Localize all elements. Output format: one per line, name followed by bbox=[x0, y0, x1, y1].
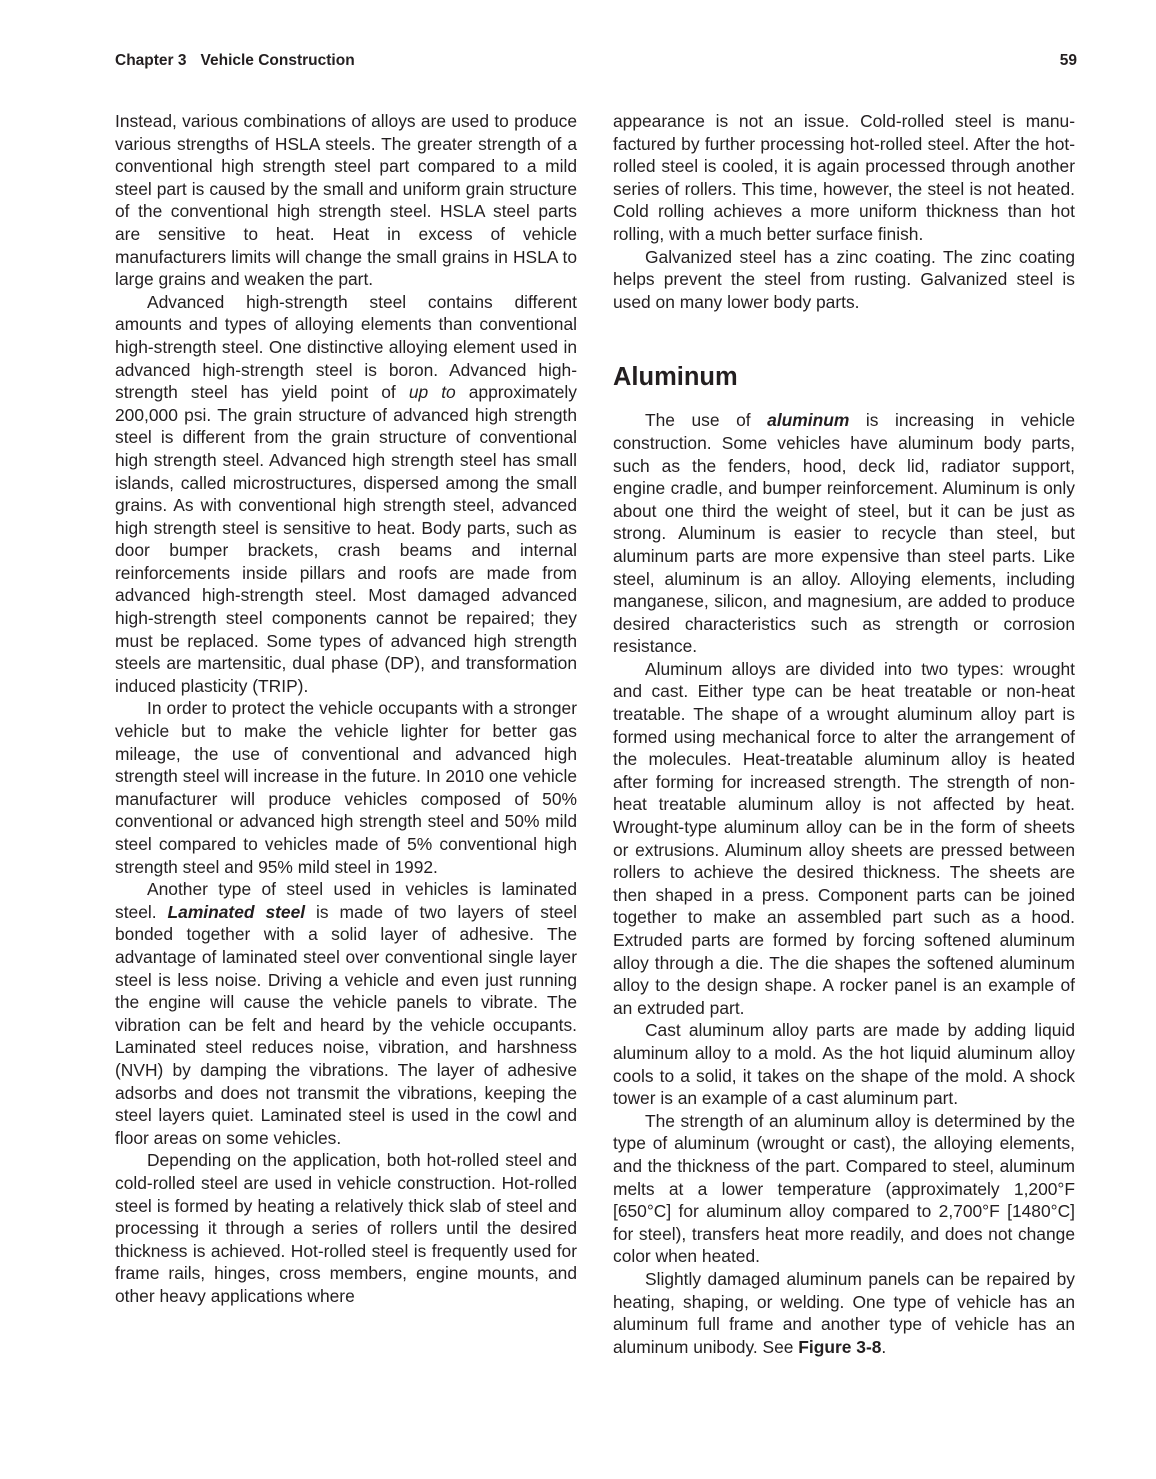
left-column bbox=[115, 110, 577, 1307]
text-run: Galvanized steel has a zinc coating. The zinc coating helps prevent the steel from rusting. Galvanized steel is used on many lower body parts. bbox=[613, 246, 1075, 312]
chapter-title: Vehicle Construction bbox=[200, 52, 355, 69]
text-run: The use of bbox=[645, 410, 768, 431]
text-run: Depending on the application, both hot-rolled steel and cold-rolled steel are used in vehicle construction. Hot-rolled steel is formed by heating a relatively thick slab of steel and processing it through a series of rollers until the desired thickness is achieved. Hot-rolled steel is frequently used for frame rails, hinges, cross members, engine mounts, and other heavy applications where bbox=[115, 1150, 577, 1306]
emphasized-term: up to bbox=[408, 382, 456, 403]
paragraph bbox=[613, 1019, 1075, 1109]
text-run: The strength of an aluminum alloy is determined by the type of aluminum (wrought or cast), the alloying elements, and the thickness of the part. Compared to steel, aluminum melts at a lower temperature (approximately 1,200°F [650°C] for aluminum alloy compared to 2,700°F [1480°C] for steel), transfers heat more readily, and does not change color when heated. bbox=[613, 1110, 1075, 1267]
chapter-heading bbox=[115, 52, 355, 70]
text-run: Cast aluminum alloy parts are made by adding liquid aluminum alloy to a mold. As the hot liquid aluminum alloy cools to a solid, it takes on the shape of the mold. A shock tower is an example of a cast aluminum part. bbox=[613, 1020, 1075, 1109]
left-column-body bbox=[115, 110, 577, 1307]
text-run: is made of two layers of steel bonded together with a solid layer of adhesive. The advantage of laminated steel over conventional single layer steel is less noise. Driving a vehicle and even just running the engine will cause the vehicle panels to vibrate. The vibration can be felt and heard by the vehicle occupants. Laminated steel reduces noise, vibration, and harshness (NVH) by damping the vibrations. The layer of adhesive adsorbs and does not transmit the vibrations, keeping the steel layers quiet. Laminated steel is used in the cowl and floor areas on some vehicles. bbox=[115, 901, 577, 1148]
emphasized-term: aluminum bbox=[767, 410, 850, 431]
running-header bbox=[115, 52, 1077, 74]
paragraph bbox=[115, 291, 577, 698]
paragraph bbox=[115, 878, 577, 1149]
text-run: is increasing in vehicle construction. Some vehicles have aluminum body parts, such as the fenders, hood, deck lid, radiator support, engine cradle, and bumper reinforcement. Aluminum is only about one third the weight of steel, but it can be just as strong. Aluminum is easier to recycle than steel, but aluminum parts are more expensive than steel parts. Like steel, aluminum is an alloy. Alloying elements, including manganese, silicon, and magnesium, are added to produce desired characteristics such as strength or corrosion resistance. bbox=[613, 410, 1075, 657]
paragraph bbox=[613, 409, 1075, 658]
figure-reference: Figure 3-8 bbox=[798, 1336, 882, 1357]
text-run: approximately 200,000 psi. The grain structure of advanced high strength steel is different from the grain structure of conventional high strength steel. Advanced high strength steel has small islands, called microstructures, dispersed among the small grains. As with conventional high strength steel, advanced high strength steel is sensitive to heat. Body parts, such as door bumper brackets, crash beams and internal reinforcements inside pillars and roofs are made from advanced high-strength steel. Most damaged advanced high-strength steel components cannot be repaired; they must be replaced. Some types of advanced high strength steels are martensitic, dual phase (DP), and transformation induced plasticity (TRIP). bbox=[115, 382, 577, 696]
text-run: Another type of steel used in vehicles is laminated steel. bbox=[115, 879, 577, 922]
text-run: Aluminum alloys are divided into two types: wrought and cast. Either type can be heat treatable or non-heat treatable. The shape of a wrought aluminum alloy part is formed using mechanical force to alter the arrangement of the molecules. Heat-treatable aluminum alloy is heated after forming for increased strength. The strength of non-heat treatable aluminum alloy is not affected by heat. Wrought-type aluminum alloy can be in the form of sheets or extrusions. Aluminum alloy sheets are pressed between rollers to achieve the desired thickness. The sheets are then shaped in a press. Component parts can be joined together to make an assembled part such as a hood. Extruded parts are formed by forcing softened aluminum alloy through a die. The die shapes the softened aluminum alloy to the design shape. A rocker panel is an example of an extruded part. bbox=[613, 658, 1075, 1018]
text-run: Instead, various combinations of alloys are used to produce various strengths of HSLA steels. The greater strength of a conventional high strength steel part compared to a mild steel part is caused by the small and uniform grain structure of the conventional high strength steel. HSLA steel parts are sensitive to heat. Heat in excess of vehicle manufacturers limits will change the small grains in HSLA to large grains and weaken the part. bbox=[115, 111, 577, 290]
text-run: Advanced high-strength steel contains different amounts and types of alloying elements than conventional high-strength steel. One distinctive alloying element used in advanced high-strength steel is boron. Advanced high-strength steel has yield point of bbox=[115, 291, 577, 403]
paragraph bbox=[613, 110, 1075, 246]
paragraph bbox=[115, 1149, 577, 1307]
right-column-body-bottom bbox=[613, 409, 1075, 1358]
paragraph bbox=[613, 246, 1075, 314]
text-run: In order to protect the vehicle occupants with a stronger vehicle but to make the vehicle lighter for better gas mileage, the use of conventional and advanced high strength steel will increase in the future. In 2010 one vehicle manufacturer will produce vehicles composed of 50% conventional or advanced high strength steel and 50% mild steel compared to vehicles made of 5% conventional high strength steel and 95% mild steel in 1992. bbox=[115, 698, 577, 877]
emphasized-term: Laminated steel bbox=[167, 901, 306, 922]
paragraph bbox=[613, 1268, 1075, 1358]
section-heading-aluminum: Aluminum bbox=[613, 363, 738, 392]
paragraph bbox=[613, 1110, 1075, 1268]
paragraph bbox=[115, 110, 577, 291]
text-run: Slightly damaged aluminum panels can be repaired by heating, shaping, or welding. One type of vehicle has an aluminum full frame and another type of vehicle has an aluminum unibody. See bbox=[613, 1268, 1075, 1357]
paragraph bbox=[115, 697, 577, 878]
text-run: . bbox=[881, 1336, 887, 1357]
text-run: appearance is not an issue. Cold-rolled steel is manufactured by further processing hot-rolled steel. After the hot-rolled steel is cooled, it is again processed through another series of rollers. This time, however, the steel is not heated. Cold rolling achieves a more uniform thickness than hot rolling, with a much better surface finish. bbox=[613, 111, 1075, 244]
right-column bbox=[613, 110, 1075, 1358]
right-column-body-top bbox=[613, 110, 1075, 313]
paragraph bbox=[613, 658, 1075, 1020]
chapter-label: Chapter 3 bbox=[115, 52, 187, 69]
page-number: 59 bbox=[1059, 52, 1077, 69]
